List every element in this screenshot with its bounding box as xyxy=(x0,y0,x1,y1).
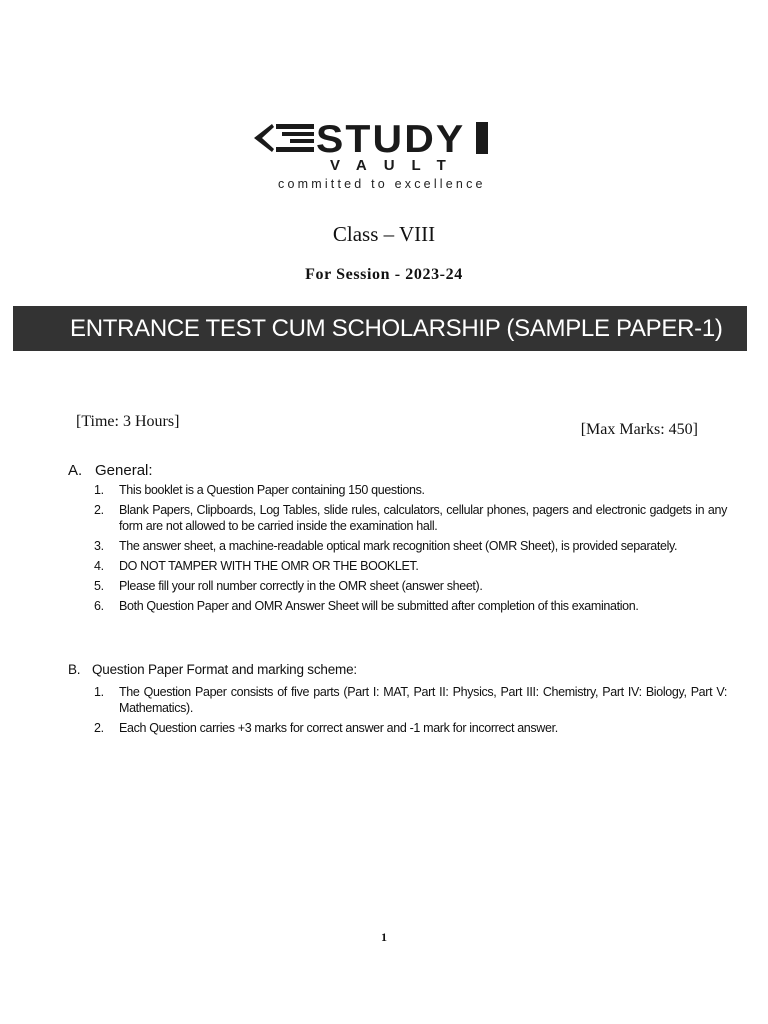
list-item xyxy=(94,684,727,716)
item-number: 2. xyxy=(94,721,104,735)
item-text: Both Question Paper and OMR Answer Sheet will be submitted after completion of this examination. xyxy=(119,599,639,613)
list-item xyxy=(94,538,727,554)
item-number: 2. xyxy=(94,503,104,517)
format-instructions-list xyxy=(94,684,727,736)
item-number: 1. xyxy=(94,483,104,497)
logo-tagline: committed to excellence xyxy=(278,177,486,191)
item-text: DO NOT TAMPER WITH THE OMR OR THE BOOKLET. xyxy=(119,559,419,573)
section-b-heading xyxy=(68,662,357,677)
section-b-letter: B. xyxy=(68,662,81,677)
logo-brand-text: STUDY xyxy=(316,118,466,161)
study-vault-logo xyxy=(252,118,522,194)
list-item xyxy=(94,720,727,736)
item-text: The Question Paper consists of five parts (Part I: MAT, Part II: Physics, Part III: Chemistry, Part IV: Biology, Part V: Mathematics). xyxy=(119,685,727,715)
item-number: 5. xyxy=(94,579,104,593)
list-item xyxy=(94,598,727,614)
session-label: For Session - 2023-24 xyxy=(305,266,463,283)
logo-sub-text: VAULT xyxy=(330,157,463,174)
logo-bar-icon xyxy=(474,122,494,162)
class-title: Class – VIII xyxy=(332,222,436,246)
item-number: 1. xyxy=(94,685,104,699)
list-item xyxy=(94,558,727,574)
item-text: Blank Papers, Clipboards, Log Tables, slide rules, calculators, cellular phones, pagers and electronic gadgets in any form are not allowed to be carried inside the examination hall. xyxy=(119,503,727,533)
general-instructions-list xyxy=(94,482,727,614)
item-text: This booklet is a Question Paper containing 150 questions. xyxy=(119,483,425,497)
section-a-title: General: xyxy=(95,462,153,479)
exam-title-banner: ENTRANCE TEST CUM SCHOLARSHIP (SAMPLE PAPER-1) xyxy=(13,306,747,351)
max-marks-label: [Max Marks: 450] xyxy=(580,421,698,438)
list-item xyxy=(94,578,727,594)
item-number: 4. xyxy=(94,559,104,573)
item-text: Please fill your roll number correctly in the OMR sheet (answer sheet). xyxy=(119,579,483,593)
time-label: [Time: 3 Hours] xyxy=(76,413,180,430)
list-item xyxy=(94,502,727,534)
section-a-letter: A. xyxy=(68,462,83,479)
item-text: Each Question carries +3 marks for correct answer and -1 mark for incorrect answer. xyxy=(119,721,558,735)
page-number: 1 xyxy=(381,930,387,944)
item-number: 3. xyxy=(94,539,104,553)
section-b-title: Question Paper Format and marking scheme: xyxy=(92,662,357,677)
pencil-arrow-icon xyxy=(252,118,322,158)
section-a-heading xyxy=(68,462,153,479)
list-item xyxy=(94,482,727,498)
item-number: 6. xyxy=(94,599,104,613)
item-text: The answer sheet, a machine-readable optical mark recognition sheet (OMR Sheet), is provided separately. xyxy=(119,539,678,553)
